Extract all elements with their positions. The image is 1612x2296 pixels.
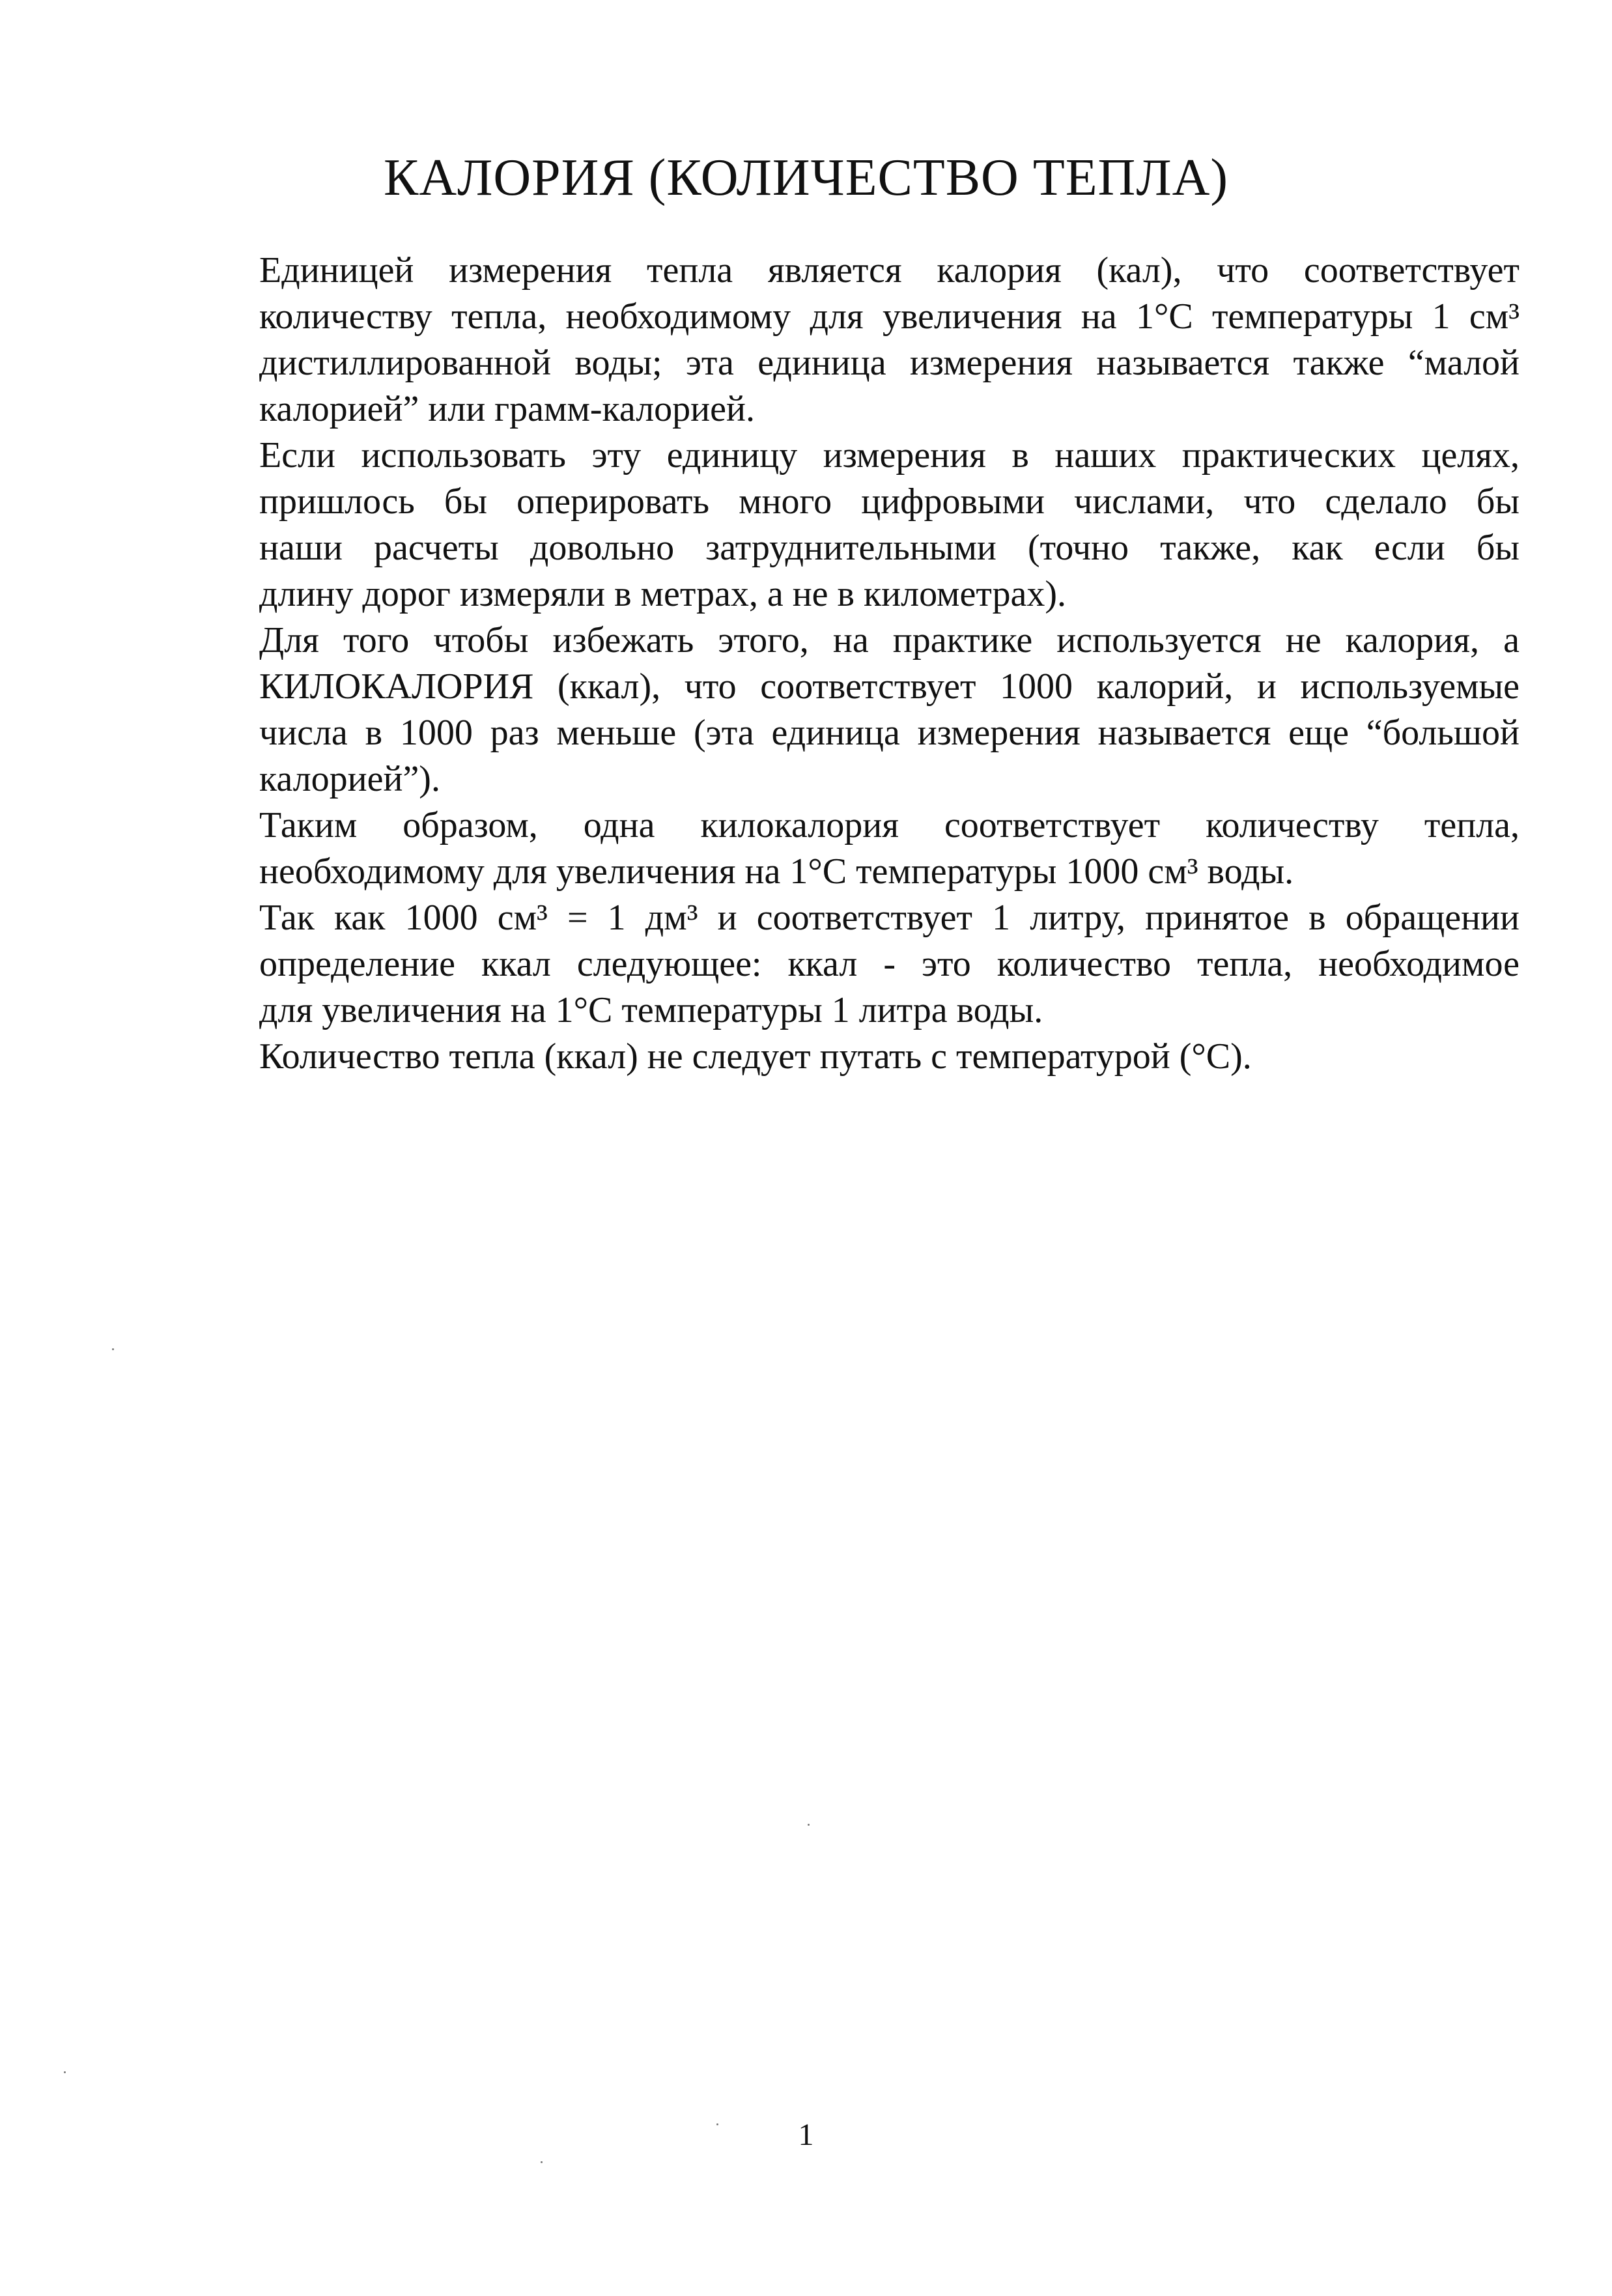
paragraph-1 (259, 248, 1520, 432)
text-line: Таким образом, одна килокалория соответствует количеству тепла, (259, 805, 1520, 845)
text-line: для увеличения на 1°С температуры 1 литра воды. (259, 990, 1043, 1030)
text-line: Если использовать эту единицу измерения в наших практических целях, (259, 435, 1520, 475)
text-line: Единицей измерения тепла является калория (кал), что соответствует (259, 250, 1520, 291)
paragraph-3 (259, 617, 1520, 802)
body-text (259, 248, 1520, 1080)
text-line: КИЛОКАЛОРИЯ (ккал), что соответствует 1000 калорий, и используемые (259, 666, 1520, 707)
text-line: определение ккал следующее: ккал - это количество тепла, необходимое (259, 944, 1520, 984)
text-line: Для того чтобы избежать этого, на практике используется не калория, а (259, 620, 1520, 660)
paragraph-6 (259, 1034, 1520, 1080)
page-title: КАЛОРИЯ (КОЛИЧЕСТВО ТЕПЛА) (383, 149, 1228, 206)
page-number: 1 (798, 2118, 814, 2152)
paragraph-4 (259, 802, 1520, 895)
scan-speck (541, 2161, 543, 2163)
text-line: дистиллированной воды; эта единица измерения называется также “малой (259, 343, 1520, 383)
text-line: калорией” или грамм-калорией. (259, 389, 755, 429)
text-line: необходимому для увеличения на 1°С температуры 1000 см³ воды. (259, 851, 1294, 892)
text-line: Количество тепла (ккал) не следует путать с температурой (°С). (259, 1036, 1252, 1077)
text-line: калорией”). (259, 759, 440, 799)
scan-speck (112, 1348, 114, 1350)
paragraph-5 (259, 895, 1520, 1034)
scan-speck (716, 2123, 718, 2125)
scan-speck (808, 1824, 810, 1826)
text-line: Так как 1000 см³ = 1 дм³ и соответствует 1 литру, принятое в обращении (259, 898, 1520, 938)
scan-speck (64, 2071, 66, 2073)
text-line: пришлось бы оперировать много цифровыми числами, что сделало бы (259, 481, 1520, 522)
text-line: количеству тепла, необходимому для увеличения на 1°С температуры 1 см³ (259, 296, 1520, 337)
paragraph-2 (259, 432, 1520, 617)
text-line: числа в 1000 раз меньше (эта единица измерения называется еще “большой (259, 713, 1520, 753)
text-line: наши расчеты довольно затруднительными (точно также, как если бы (259, 528, 1520, 568)
text-line: длину дорог измеряли в метрах, а не в километрах). (259, 574, 1066, 614)
